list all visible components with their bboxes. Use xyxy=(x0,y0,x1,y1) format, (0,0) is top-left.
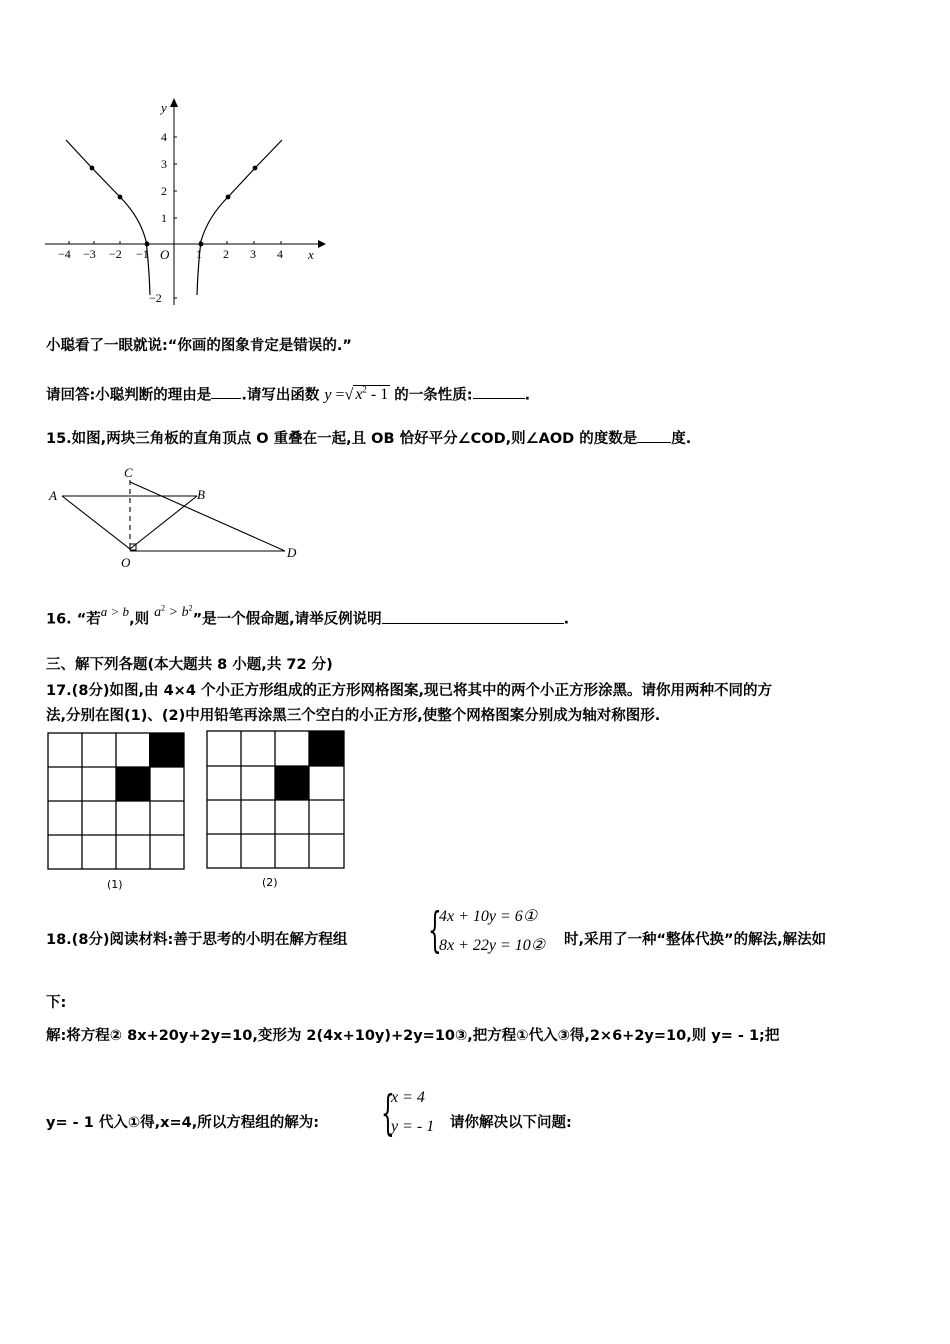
x-tick-label: 4 xyxy=(277,247,283,261)
y-tick-label: 3 xyxy=(161,157,167,171)
q14-prompt: 请回答:小聪判断的理由是 .请写出函数 y =√ $x^2 - 1$ 的一条性质: . xyxy=(46,385,531,404)
origin-label: O xyxy=(160,247,170,262)
left-branch-curve xyxy=(66,140,150,295)
y-tick-label: 1 xyxy=(161,211,167,225)
black-cell xyxy=(149,733,184,767)
q14-prompt-a: 请回答:小聪判断的理由是 xyxy=(46,387,212,404)
y-tick-label: 4 xyxy=(161,130,167,144)
q18-intro: 18.(8分)阅读材料:善于思考的小明在解方程组 xyxy=(46,932,348,948)
black-cell xyxy=(309,731,344,766)
function-graph xyxy=(40,95,330,310)
x-tick-label: −1 xyxy=(136,247,149,261)
q14-prompt-b: .请写出函数 xyxy=(241,387,320,404)
grid-1-caption: (1) xyxy=(107,878,123,891)
q18-substitution: y= - 1 代入①得,x=4,所以方程组的解为: xyxy=(46,1115,320,1131)
q16-condition: a > b xyxy=(100,603,130,619)
grid-2-caption: (2) xyxy=(262,876,278,889)
q16-conclusion: $a^2 > b^2$ xyxy=(154,603,193,620)
label-A: A xyxy=(49,488,57,503)
label-D: D xyxy=(287,545,297,560)
q14-function-formula: y =√ $x^2 - 1$ xyxy=(324,385,389,404)
grid-figure-1 xyxy=(47,732,187,872)
q16-question: 16. “若a > b,则 $a^2 > b^2$”是一个假命题,请举反例说明 . xyxy=(46,603,570,628)
q17-line1: 17.(8分)如图,由 4×4 个小正方形组成的正方形网格图案,现已将其中的两个小正方形涂黑。请你用两种不同的方 xyxy=(46,683,772,699)
q18-ans-y: y = - 1 xyxy=(391,1118,435,1135)
q18-answer-system: { x = 4 y = - 1 xyxy=(381,1085,435,1141)
q18-after-system: 时,采用了一种“整体代换”的解法,解法如 xyxy=(564,932,827,948)
q18-xia: 下: xyxy=(46,995,67,1011)
q18-equation-system: { 4x + 10y = 6① 8x + 22y = 10② xyxy=(428,902,546,958)
q18-ans-x: x = 4 xyxy=(391,1089,425,1106)
y-tick-label: −2 xyxy=(149,291,162,305)
plot-point xyxy=(145,242,150,247)
q14-prompt-c: 的一条性质: xyxy=(394,387,473,404)
plot-point xyxy=(226,195,231,200)
y-axis-arrow xyxy=(170,98,178,107)
section-heading: 三、解下列各题(本大题共 8 小题,共 72 分) xyxy=(46,657,333,673)
q18-solution: 解:将方程② 8x+20y+2y=10,变形为 2(4x+10y)+2y=10③,把方程①代入③得,2×6+2y=10,则 y= - 1;把 xyxy=(46,1028,780,1044)
plot-point xyxy=(118,195,123,200)
q14-blank-reason xyxy=(211,384,241,399)
y-axis-label: y xyxy=(161,100,167,115)
label-C: C xyxy=(124,465,133,480)
grid-figure-2 xyxy=(206,730,346,870)
x-tick-label: −2 xyxy=(109,247,122,261)
q15-answer-blank xyxy=(637,428,671,443)
q17-line2: 法,分别在图(1)、(2)中用铅笔再涂黑三个空白的小正方形,使整个网格图案分别成为轴对称图形. xyxy=(46,708,661,724)
q18-eq1: 4x + 10y = 6① xyxy=(439,908,538,925)
x-tick-label: −3 xyxy=(83,247,96,261)
x-tick-label: 2 xyxy=(223,247,229,261)
q14-remark: 小聪看了一眼就说:“你画的图象肯定是错误的.” xyxy=(46,338,352,354)
right-branch-curve xyxy=(197,140,282,295)
x-axis-arrow xyxy=(318,240,326,248)
x-tick-label: 3 xyxy=(250,247,256,261)
y-tick-label: 2 xyxy=(161,184,167,198)
segment-AO xyxy=(62,496,130,549)
segment-BO xyxy=(130,496,197,549)
x-axis-label: x xyxy=(308,247,314,262)
q15-question: 15.如图,两块三角板的直角顶点 O 重叠在一起,且 OB 恰好平分∠COD,则∠AOD 的度数是 度. xyxy=(46,428,691,449)
q18-closing: 请你解决以下问题: xyxy=(450,1115,572,1131)
black-cell xyxy=(275,766,309,800)
plot-point xyxy=(90,166,95,171)
q16-answer-blank xyxy=(382,609,564,624)
plot-point xyxy=(253,166,258,171)
plot-point xyxy=(199,242,204,247)
q14-blank-property xyxy=(473,384,525,399)
label-O: O xyxy=(121,555,131,570)
black-cell xyxy=(116,767,150,801)
segment-CD xyxy=(130,482,285,551)
q15-triangles-figure xyxy=(45,462,315,574)
x-tick-label: 1 xyxy=(196,247,202,261)
q18-eq2: 8x + 22y = 10② xyxy=(439,937,546,954)
x-tick-label: −4 xyxy=(58,247,71,261)
label-B: B xyxy=(197,487,205,502)
